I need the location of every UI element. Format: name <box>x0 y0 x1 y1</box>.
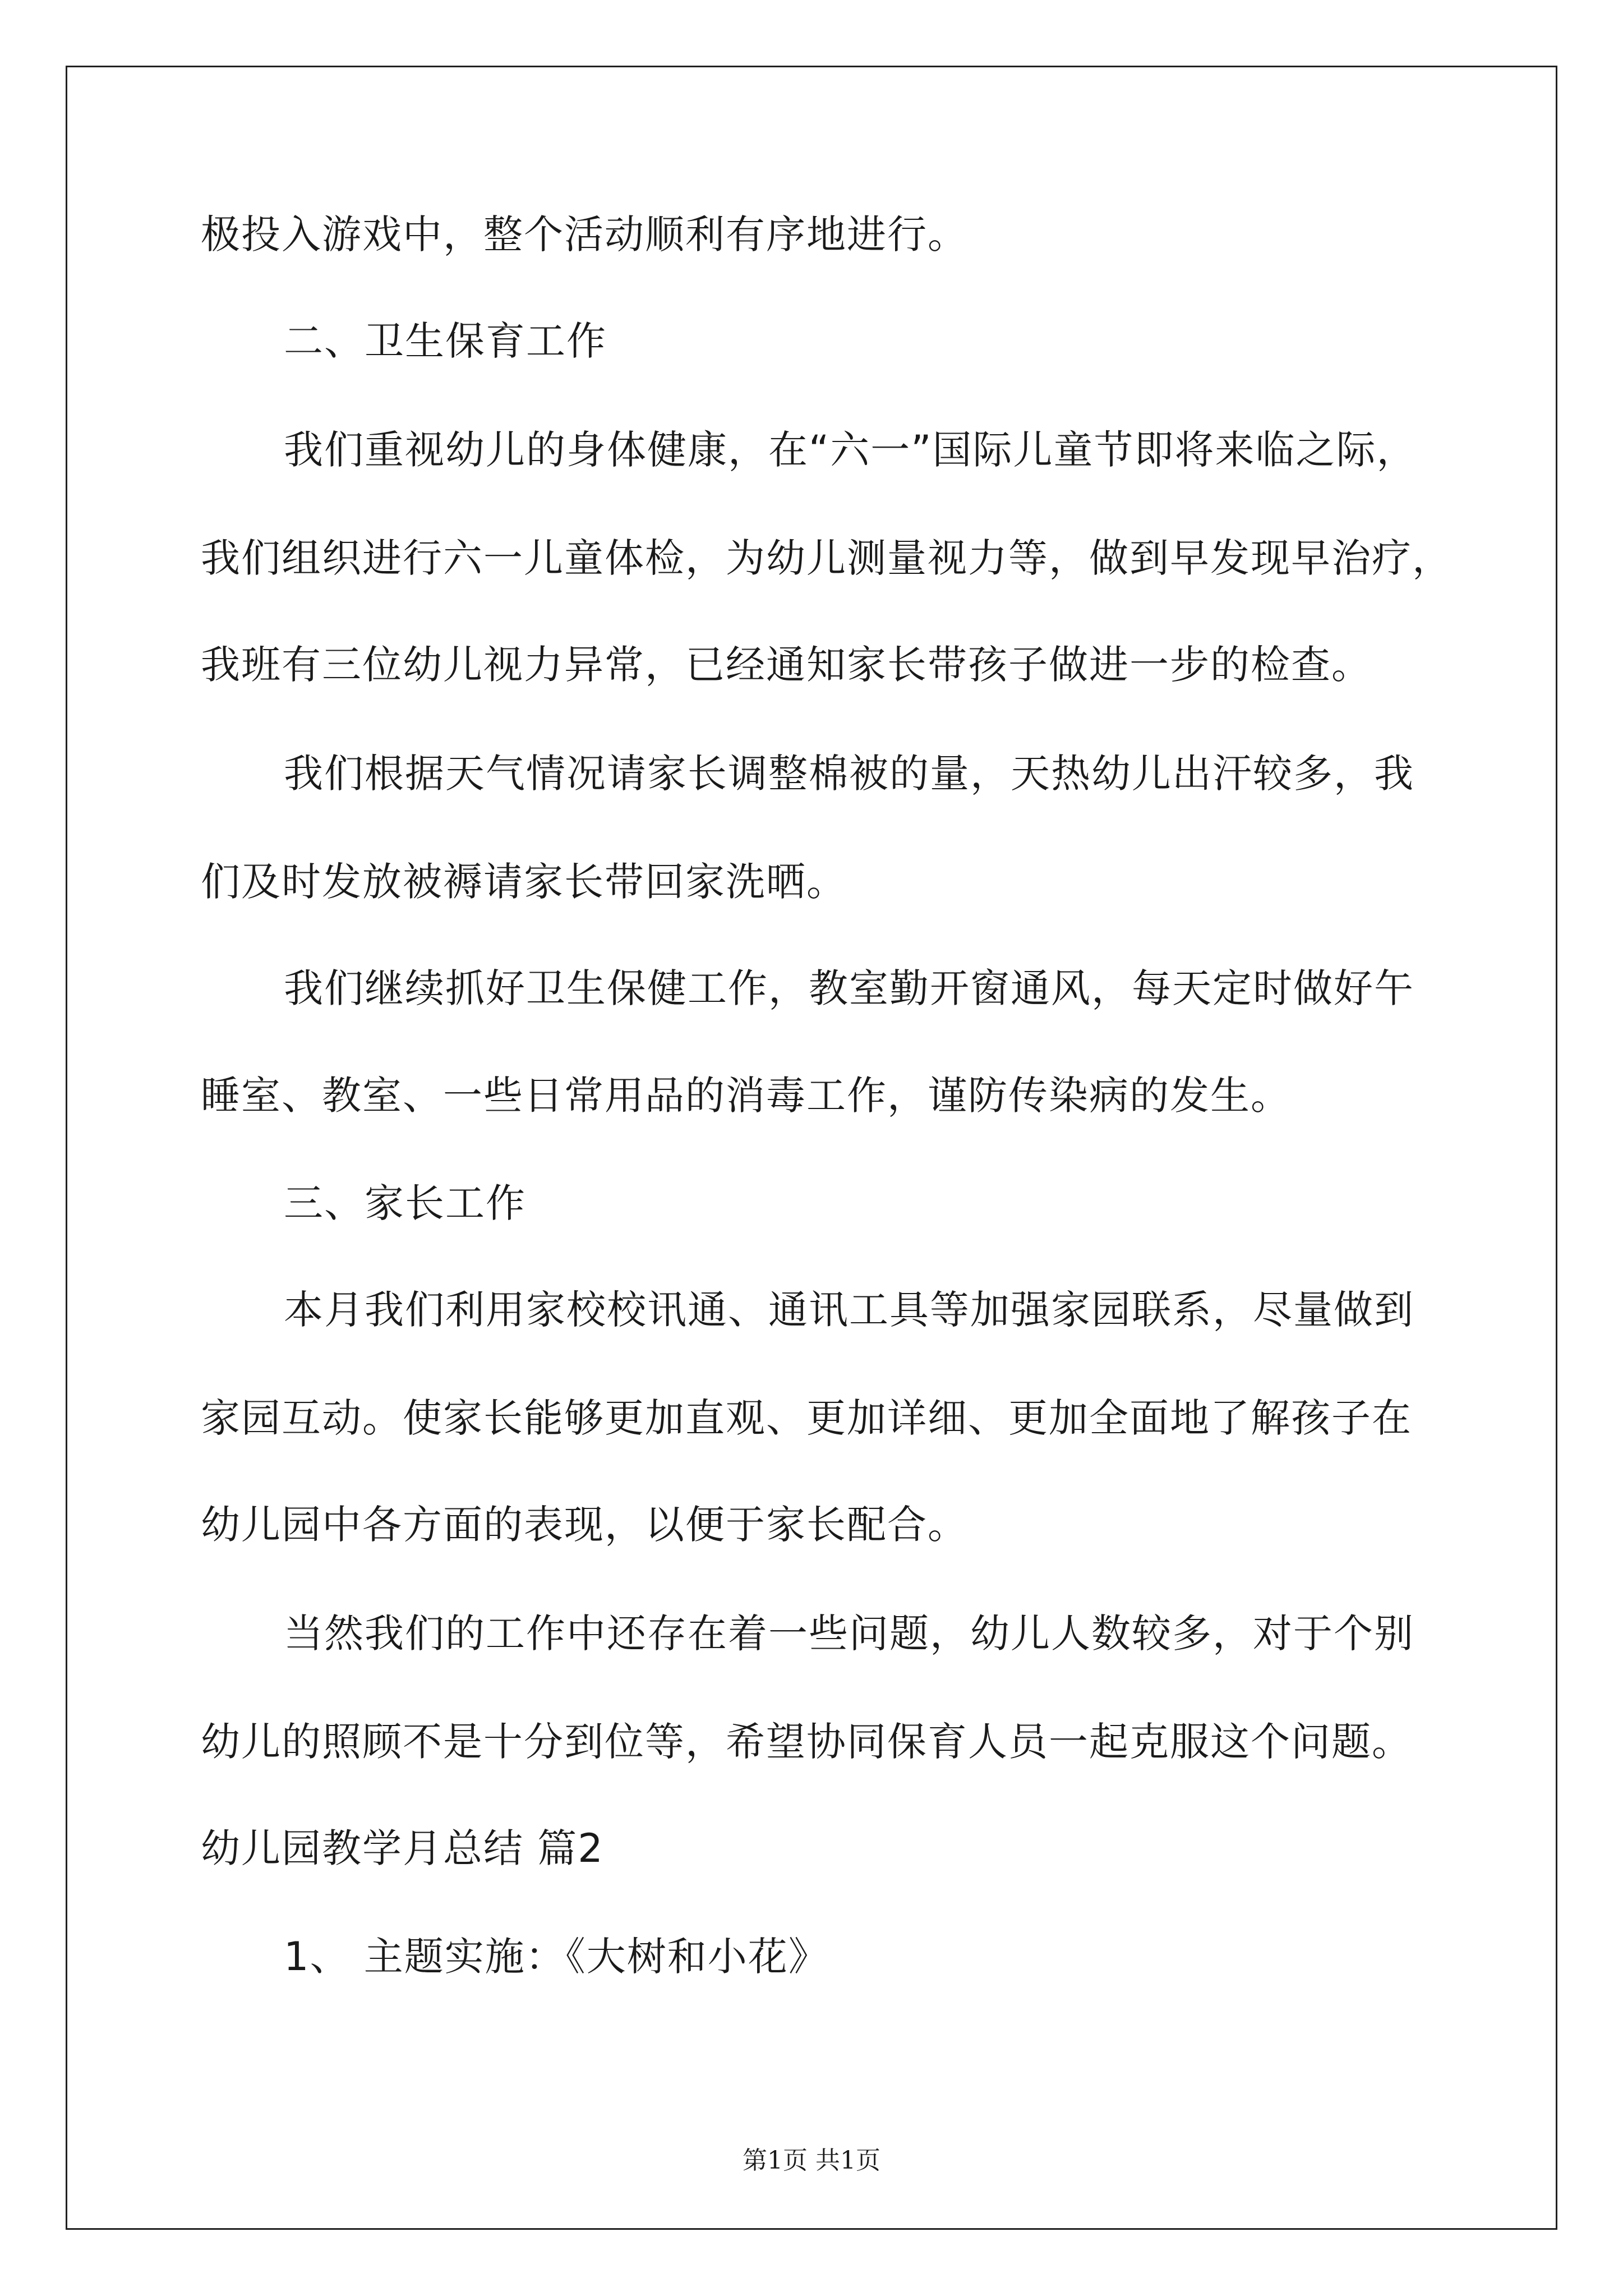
paragraph-line: 当然我们的工作中还存在着一些问题，幼儿人数较多，对于个别 <box>284 1611 1414 1657</box>
paragraph-line: 我班有三位幼儿视力异常，已经通知家长带孩子做进一步的检查。 <box>201 642 1372 688</box>
paragraph-line: 幼儿园中各方面的表现，以便于家长配合。 <box>201 1502 968 1548</box>
paragraph-line: 幼儿的照顾不是十分到位等，希望协同保育人员一起克服这个问题。 <box>201 1719 1412 1765</box>
paragraph-line: 极投入游戏中，整个活动顺利有序地进行。 <box>201 211 968 257</box>
article-heading: 幼儿园教学月总结 篇2 <box>201 1825 604 1871</box>
paragraph-line: 家园互动。使家长能够更加直观、更加详细、更加全面地了解孩子在 <box>201 1395 1412 1441</box>
page-border <box>66 66 1557 2230</box>
paragraph-line: 睡室、教室、一些日常用品的消毒工作，谨防传染病的发生。 <box>201 1073 1291 1119</box>
paragraph-line: 我们重视幼儿的身体健康，在“六一”国际儿童节即将来临之际， <box>284 427 1417 473</box>
section-heading-parents: 三、家长工作 <box>284 1180 526 1226</box>
list-item-theme: 1、 主题实施：《大树和小花》 <box>284 1934 829 1980</box>
paragraph-line: 们及时发放被褥请家长带回家洗晒。 <box>201 859 847 905</box>
paragraph-line: 我们根据天气情况请家长调整棉被的量，天热幼儿出汗较多，我 <box>284 751 1414 797</box>
paragraph-line: 我们继续抓好卫生保健工作，教室勤开窗通风，每天定时做好午 <box>284 965 1414 1011</box>
paragraph-line: 本月我们利用家校校讯通、通讯工具等加强家园联系，尽量做到 <box>284 1287 1414 1333</box>
section-heading-hygiene: 二、卫生保育工作 <box>284 318 607 364</box>
paragraph-line: 我们组织进行六一儿童体检，为幼儿测量视力等，做到早发现早治疗， <box>201 535 1453 581</box>
page-number-footer: 第1页 共1页 <box>743 2146 880 2175</box>
